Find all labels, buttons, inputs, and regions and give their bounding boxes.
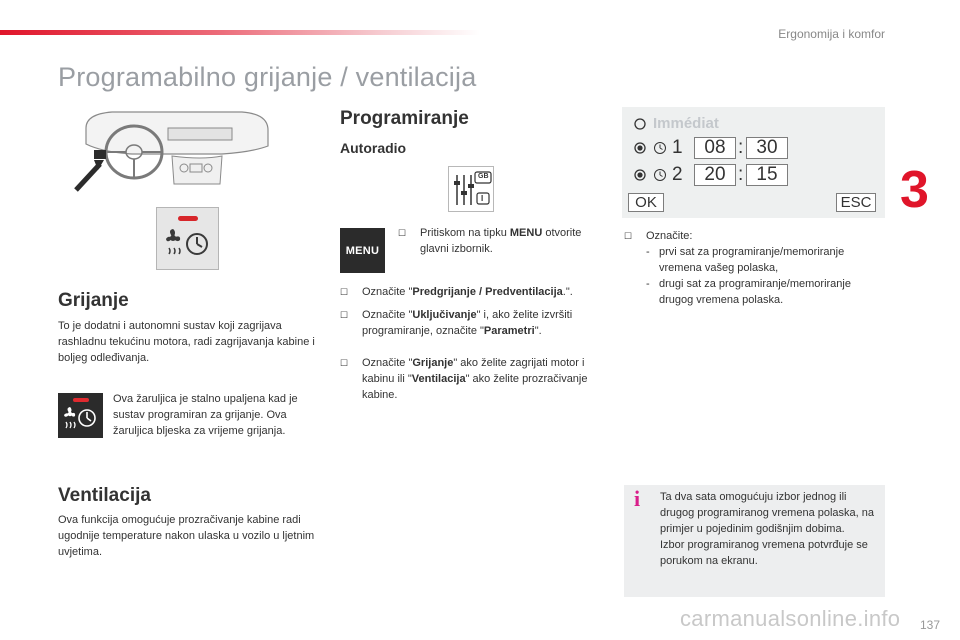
info-text-1: Ta dva sata omogućuju izbor jednog ili drugog programiranog vremena polaska, na primjer u pojedinim godišnjim dobima.	[660, 491, 875, 535]
bullet-arrow-icon: ☐	[340, 287, 349, 297]
heater-lamp-icon	[58, 393, 103, 438]
bullet-arrow-icon: ☐	[398, 228, 407, 238]
step-select-heating-ventilation: ☐ Označite "Grijanje" ako želite zagrijati motor i kabinu ili "Ventilacija" ako želite prozračivanje kabine.	[340, 357, 588, 401]
chapter-number: 3	[900, 161, 929, 219]
timer1-colon: :	[738, 137, 744, 158]
heater-button-icon	[156, 207, 219, 270]
section-header: Ergonomija i komfor	[778, 27, 885, 41]
heating-text: To je dodatni i autonomni sustav koji zagrijava rashladnu tekućinu motora, radi zagrijavanja kabine i boljeg odleđivanja.	[58, 320, 315, 364]
info-icon: i	[634, 486, 641, 511]
programming-heading: Programiranje	[340, 108, 469, 129]
i-label: I	[481, 194, 484, 203]
timer-screen-illustration	[622, 107, 885, 218]
info-text-2: Izbor programiranog vremena potvrđuje se porukom na ekranu.	[660, 539, 868, 567]
bullet-arrow-icon: ☐	[624, 231, 633, 241]
gb-label: GB	[478, 173, 489, 180]
autoradio-settings-icon	[448, 166, 494, 212]
step-select-preheating: ☐ Označite "Predgrijanje / Predventilacija.".	[340, 286, 573, 298]
header-accent-bar	[0, 30, 480, 35]
timer2-colon: :	[738, 164, 744, 185]
esc-button-illustration: ESC	[836, 193, 876, 212]
select-clocks	[624, 228, 886, 308]
step-open-menu: ☐ Pritiskom na tipku MENU otvorite glavni izbornik.	[398, 227, 582, 255]
timer1-number: 1	[672, 137, 683, 158]
select-item-second: - drugi sat za programiranje/memoriranje drugog vremena polaska.	[646, 278, 851, 306]
menu-button-icon: MENU	[340, 228, 385, 273]
timer2-minute: 15	[746, 164, 788, 186]
watermark: carmanualsonline.info	[680, 606, 901, 631]
ventilation-heading: Ventilacija	[58, 485, 151, 506]
timer1-minute: 30	[746, 137, 788, 159]
page-title: Programabilno grijanje / ventilacija	[58, 62, 477, 92]
page-number: 137	[919, 618, 940, 632]
immediate-label: Immédiat	[653, 115, 719, 132]
heating-heading: Grijanje	[58, 290, 129, 311]
timer2-number: 2	[672, 164, 683, 185]
ok-button-illustration: OK	[628, 193, 664, 212]
ventilation-text: Ova funkcija omogućuje prozračivanje kabine radi ugodnije temperature nakon ulaska u vozilo u ljetnim uvjetima.	[58, 514, 315, 558]
select-intro: Označite:	[646, 230, 693, 242]
autoradio-subheading: Autoradio	[340, 140, 407, 156]
bullet-arrow-icon: ☐	[340, 310, 349, 320]
timer2-hour: 20	[694, 164, 736, 186]
step-select-activation: ☐ Označite "Uključivanje" i, ako želite izvršiti programiranje, označite "Parametri".	[340, 309, 573, 337]
timer1-hour: 08	[694, 137, 736, 159]
dashboard-illustration	[72, 108, 272, 196]
heater-lamp-text: Ova žaruljica je stalno upaljena kad je sustav programiran za grijanje. Ova žaruljica bljeska za vrijeme grijanja.	[113, 393, 298, 437]
bullet-arrow-icon: ☐	[340, 358, 349, 368]
select-item-first: - prvi sat za programiranje/memoriranje vremena vašeg polaska,	[646, 246, 845, 274]
info-text	[660, 489, 882, 569]
